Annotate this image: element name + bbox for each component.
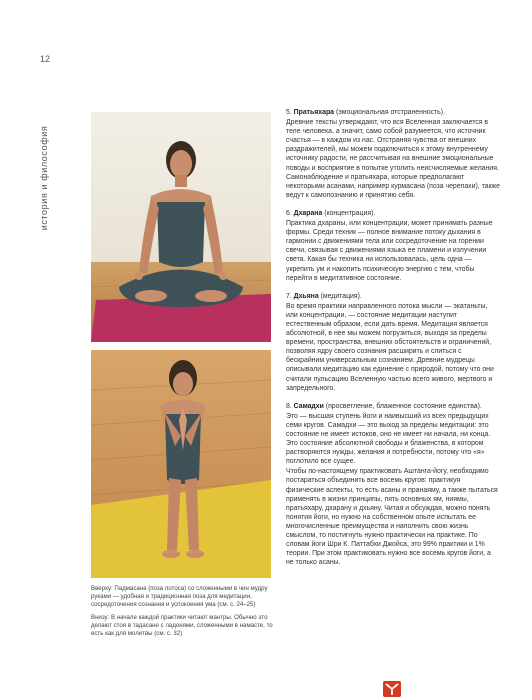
namaste-pose-illustration	[91, 350, 271, 578]
section-samadhi	[286, 402, 500, 568]
section-body: Во время практики направленного потока мысли — экатаньты, или концентрации, — состояние медитации наступит естественным образом, если дать время. Медитация является абсолютной, в нее мы можем погрузиться, выходя за пределы времени, пространства, внешних обстоятельств и ограничений, позволяя ядру своего сознания расширить и слиться с бескрайним универсальным сознанием. Древние мудрецы описывали медитацию как единение с природой, потому что они считали пульсацию Вселенную частью всего живого, мертвого и запредельного.	[286, 302, 494, 392]
section-number: 5.	[286, 109, 292, 116]
section-dhyana	[286, 292, 500, 393]
section-note: (медитация).	[320, 292, 362, 300]
section-side-label: история и философия	[39, 125, 49, 231]
section-heading	[286, 402, 500, 411]
section-pratyahara	[286, 108, 500, 200]
section-number: 6.	[286, 209, 292, 217]
publisher-logo-icon	[383, 681, 401, 697]
section-note: (концентрация).	[324, 209, 376, 217]
caption-top: Вверху: Падмасана (поза лотоса) со сложенными в чин мудру руками — удобная и традиционная поза для медитации, сосредоточения сознания и успокоения ума (см. с. 24–25)	[91, 585, 268, 609]
main-text-column	[286, 108, 500, 576]
section-dharana	[286, 209, 500, 283]
section-body: Древние тексты утверждают, что вся Вселенная заключается в теле человека, а значит, само собой разумеется, что источник счастья — в каждом из нас. Отстраняя чувства от внешних раздражителей, мы можем подключиться к этому внутреннему источнику радости, не рассчитывая на внешние эмоциональные поводы и восприятие в попытке утолить неисчисляемые желания. Самонаблюдение и пратьяхара, которые предполагают некоторыми асанами, например курмасана (поза черепахи), также ведут к самопознанию и принятию себя.	[286, 119, 500, 199]
namaste-pose-photo	[91, 350, 271, 578]
page-number: 12	[40, 54, 51, 64]
section-number: 8.	[286, 402, 292, 410]
section-heading	[286, 209, 500, 218]
section-note: (просветление, блаженное состояние единства).	[325, 402, 482, 410]
lotus-pose-illustration	[91, 112, 271, 342]
section-term: Дхьяна	[293, 292, 319, 300]
lotus-pose-photo	[91, 112, 271, 342]
section-number: 7.	[286, 292, 292, 300]
section-term: Дхарана	[293, 209, 323, 217]
section-term: Самадхи	[293, 402, 324, 410]
section-body-continued: Чтобы по-настоящему практиковать Аштанга-йогу, необходимо постараться объединить все восемь кругов: практикуя физические аспекты, то есть асаны и пранаяму, а также пытаться применять в жизни принципы, пять основных ям, ниямы, пратьяхару, дхарану и дхьяну. Читая и обсуждая, можно понять понятия йоги, но нужно на собственном опыте испытать ее многочисленные преимущества и наполнить свою жизнь смыслом, то постигнуть нужно практически на практике. По словам йоги Шри К. Паттабхи Джойса, это 99% практики и 1% теории. При этом практиковать нужно все восемь кругов йоги, а не только асаны.	[286, 468, 498, 567]
photo-captions	[91, 585, 276, 642]
section-heading	[286, 108, 500, 117]
section-term: Пратьяхара	[293, 109, 335, 116]
section-heading	[286, 292, 500, 301]
section-body: Это — высшая ступень йоги и наивысший из всех предыдущих семи кругов. Самадхи — это выход за пределы медитации: это состояние не имеет истоков, оно не имеет ни начала, ни конца. Это состояние абсолютной свободы и блаженства, в котором растворяются нужды, желания и потребности, потому что «я» поглотило все сущее.	[286, 412, 491, 466]
section-body: Практика дхараны, или концентрации, может принимать разные формы. Среди техник — полное внимание потоку дыхания в гармонии с движениями тела или сосредоточение на горении свечи, связывая с движениями языка ее пламени и излучении света. Какая бы техника ни использовалась, цель одна — укрепить ум и накопить психическую энергию с тем, чтобы перейти в медитативное состояние.	[286, 220, 493, 282]
caption-bottom: Внизу: В начале каждой практики читают мантры. Обычно это делают стоя в тадасане с ладонями, сложенными в намасте, то есть как для молитвы (см. с. 32)	[91, 613, 273, 638]
section-note: (эмоциональная отстраненность).	[335, 109, 445, 116]
